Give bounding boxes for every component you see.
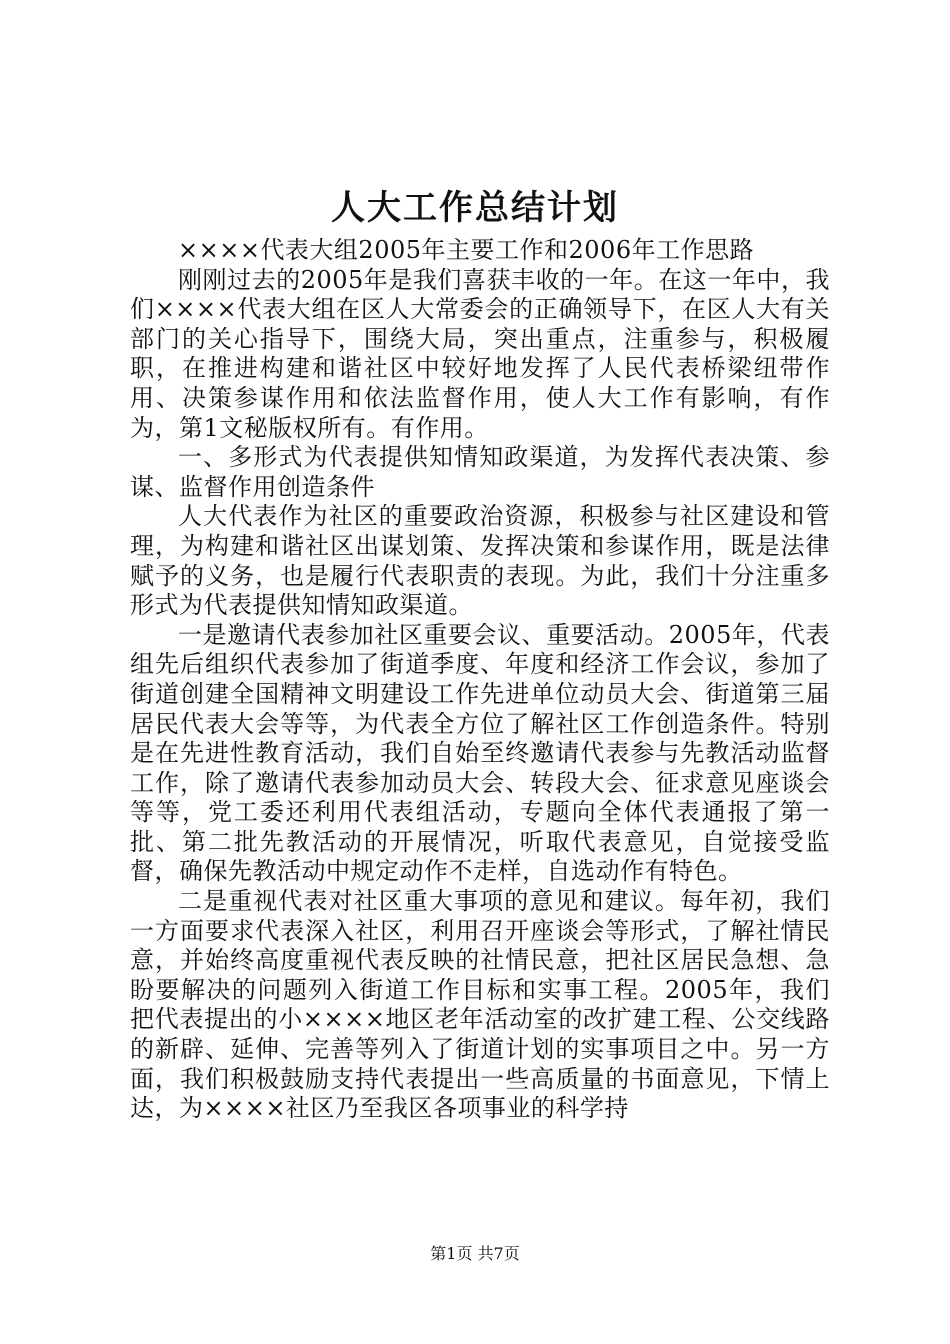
document-title: 人大工作总结计划	[331, 188, 619, 228]
subtitle-paragraph: ××××代表大组2005年主要工作和2006年工作思路	[178, 236, 755, 264]
body-paragraph: 二是重视代表对社区重大事项的意见和建议。每年初，我们一方面要求代表深入社区，利用召开座谈会等形式，了解社情民意，并始终高度重视代表反映的社情民意，把社区居民急想、急盼要解决的问题列入街道工作目标和实事工程。2005年，我们把代表提出的小××××地区老年活动室的改扩建工程、公交线路的新辟、延伸、完善等列入了街道计划的实事项目之中。另一方面，我们积极鼓励支持代表提出一些高质量的书面意见，下情上达，为××××社区乃至我区各项事业的科学持	[130, 887, 830, 1123]
body-paragraph: 人大代表作为社区的重要政治资源，积极参与社区建设和管理，为构建和谐社区出谋划策、发挥决策和参谋作用，既是法律赋予的义务，也是履行代表职责的表现。为此，我们十分注重多形式为代表提供知情知政渠道。	[130, 502, 830, 620]
section-heading-1: 一、多形式为代表提供知情知政渠道，为发挥代表决策、参谋、监督作用创造条件	[130, 443, 830, 501]
document-body	[130, 236, 830, 1124]
intro-paragraph: 刚刚过去的2005年是我们喜获丰收的一年。在这一年中，我们××××代表大组在区人大常委会的正确领导下，在区人大有关部门的关心指导下，围绕大局，突出重点，注重参与，积极履职，在推进构建和谐社区中较好地发挥了人民代表桥梁纽带作用、决策参谋作用和依法监督作用，使人大工作有影响，有作为，第1文秘版权所有。有作用。	[130, 265, 830, 442]
body-paragraph: 一是邀请代表参加社区重要会议、重要活动。2005年，代表组先后组织代表参加了街道季度、年度和经济工作会议，参加了街道创建全国精神文明建设工作先进单位动员大会、街道第三届居民代表大会等等，为代表全方位了解社区工作创造条件。特别是在先进性教育活动，我们自始至终邀请代表参与先教活动监督工作，除了邀请代表参加动员大会、转段大会、征求意见座谈会等等，党工委还利用代表组活动，专题向全体代表通报了第一批、第二批先教活动的开展情况，听取代表意见，自觉接受监督，确保先教活动中规定动作不走样，自选动作有特色。	[130, 620, 830, 886]
page-footer: 第1页 共7页	[430, 1244, 520, 1263]
